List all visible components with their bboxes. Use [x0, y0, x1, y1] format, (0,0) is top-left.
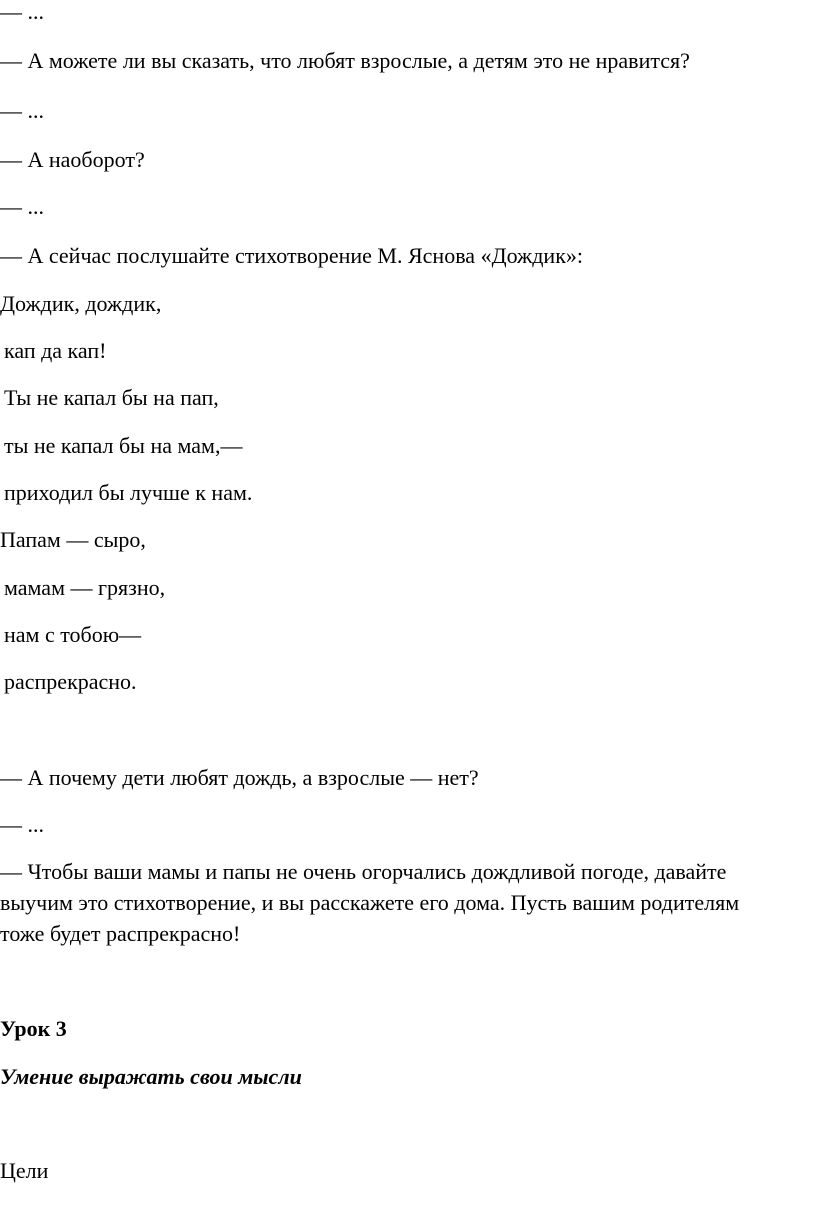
lesson-title: Урок 3	[0, 1016, 67, 1041]
poem-line: распрекрасно.	[4, 669, 137, 694]
dialogue-line: — ...	[0, 194, 44, 219]
dialogue-line: — А сейчас послушайте стихотворение М. Яснова «Дождик»:	[0, 243, 583, 268]
dialogue-line: — ...	[0, 98, 44, 123]
paragraph-line: выучим это стихотворение, и вы расскажете его дома. Пусть вашим родителям	[0, 890, 740, 915]
lesson-subtitle: Умение выражать свои мысли	[0, 1064, 302, 1089]
paragraph-line: тоже будет распрекрасно!	[0, 921, 241, 946]
dialogue-line: — ...	[0, 812, 44, 837]
poem-line: приходил бы лучше к нам.	[4, 480, 253, 505]
goals-label: Цели	[0, 1158, 49, 1183]
dialogue-line: — А можете ли вы сказать, что любят взрослые, а детям это не нравится?	[0, 48, 690, 73]
poem-line: Папам — сыро,	[0, 527, 146, 552]
poem-line: ты не капал бы на мам,—	[4, 433, 243, 458]
poem-line: нам с тобою—	[4, 622, 142, 647]
poem-line: Дождик, дождик,	[0, 291, 162, 316]
dialogue-line: — А почему дети любят дождь, а взрослые — нет?	[0, 765, 479, 790]
poem-line: кап да кап!	[4, 338, 107, 363]
paragraph-line: — Чтобы ваши мамы и папы не очень огорчались дождливой погоде, давайте	[0, 859, 727, 884]
dialogue-line: — А наоборот?	[0, 147, 145, 172]
dialogue-line: — ...	[0, 0, 44, 24]
poem-line: мамам — грязно,	[4, 575, 166, 600]
poem-line: Ты не капал бы на пап,	[4, 385, 219, 410]
